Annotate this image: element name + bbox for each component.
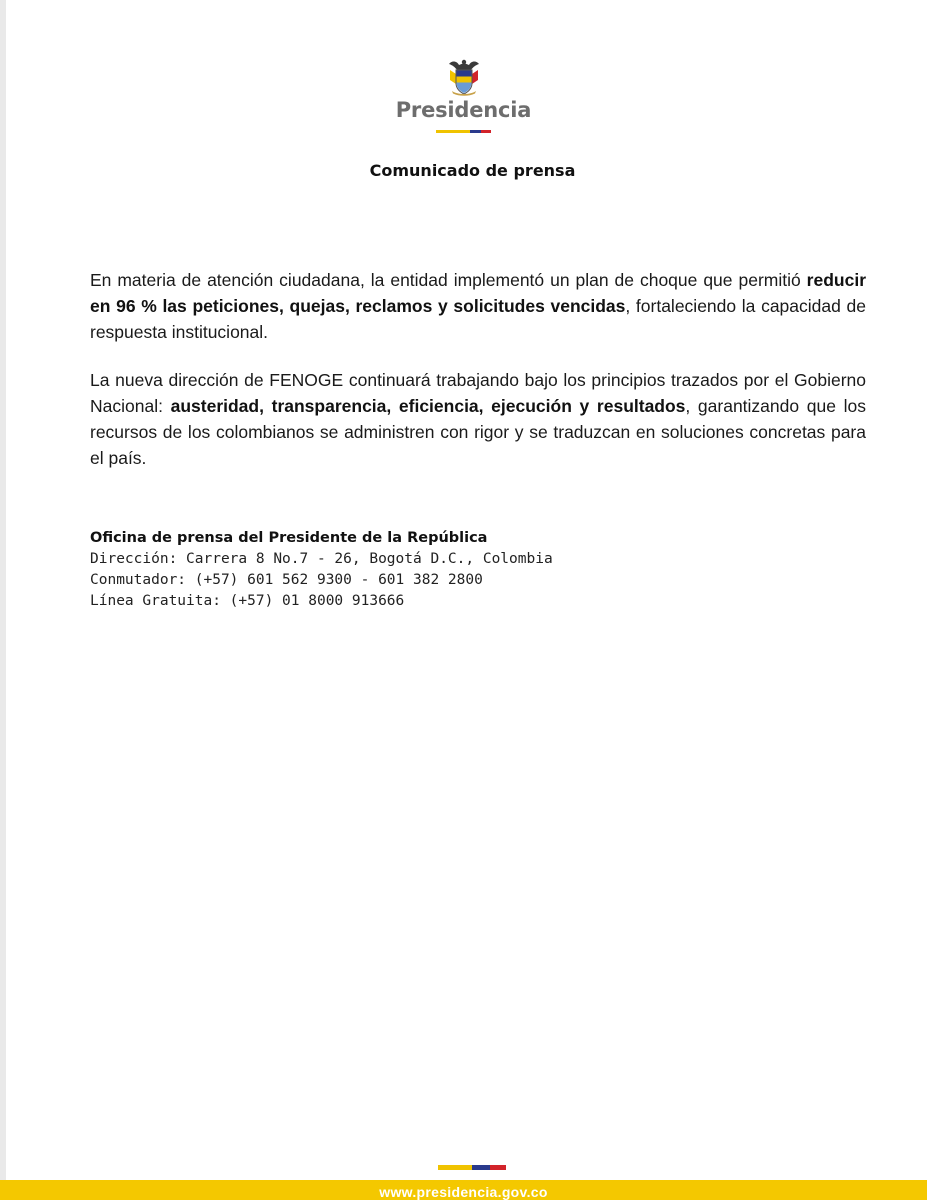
paragraph2-text: La nueva dirección de FENOGE continuará trabajando bajo los principios trazados por el Gobierno Nacional:: [90, 370, 866, 416]
paragraph-fenoge-direction: [90, 367, 866, 471]
footer-flag-yellow: [438, 1165, 472, 1170]
logo-text: Presidencia: [395, 98, 532, 122]
presidencia-logo: [0, 58, 927, 133]
flag-yellow: [436, 130, 470, 133]
paragraph1-text: En materia de atención ciudadana, la entidad implementó un plan de choque que permitió: [90, 270, 807, 290]
paragraph2-tail: , garantizando que los recursos de los colombianos se administren con rigor y se traduzcan en soluciones concretas para el país.: [90, 396, 866, 468]
page-edge: [0, 0, 6, 1200]
paragraph1-bold: reducir en 96 % las peticiones, quejas, reclamos y solicitudes vencidas: [90, 270, 866, 316]
toll-free-line: Línea Gratuita: (+57) 01 8000 913666: [90, 593, 405, 609]
switchboard-line: Conmutador: (+57) 601 562 9300 - 601 382 2800: [90, 572, 483, 588]
colombia-coat-of-arms-icon: [446, 58, 482, 96]
flag-blue: [470, 130, 481, 133]
contact-block: [90, 528, 553, 612]
flag-red: [481, 130, 491, 133]
footer-website-link[interactable]: www.presidencia.gov.co: [379, 1184, 548, 1200]
document-title: Comunicado de prensa: [369, 161, 576, 180]
footer-flag-red: [490, 1165, 506, 1170]
logo-flag-stripe: [0, 130, 927, 133]
paragraph1-tail: , fortaleciendo la capacidad de respuesta institucional.: [90, 296, 866, 342]
press-office-name: Oficina de prensa del Presidente de la República: [90, 530, 488, 546]
footer-flag-blue: [472, 1165, 490, 1170]
paragraph-citizen-service: [90, 267, 866, 345]
paragraph2-bold: austeridad, transparencia, eficiencia, ejecución y resultados: [170, 396, 686, 416]
address-line: Dirección: Carrera 8 No.7 - 26, Bogotá D.C., Colombia: [90, 551, 553, 567]
footer-flag-stripe: [438, 1165, 506, 1170]
footer-bar: [0, 1180, 927, 1200]
